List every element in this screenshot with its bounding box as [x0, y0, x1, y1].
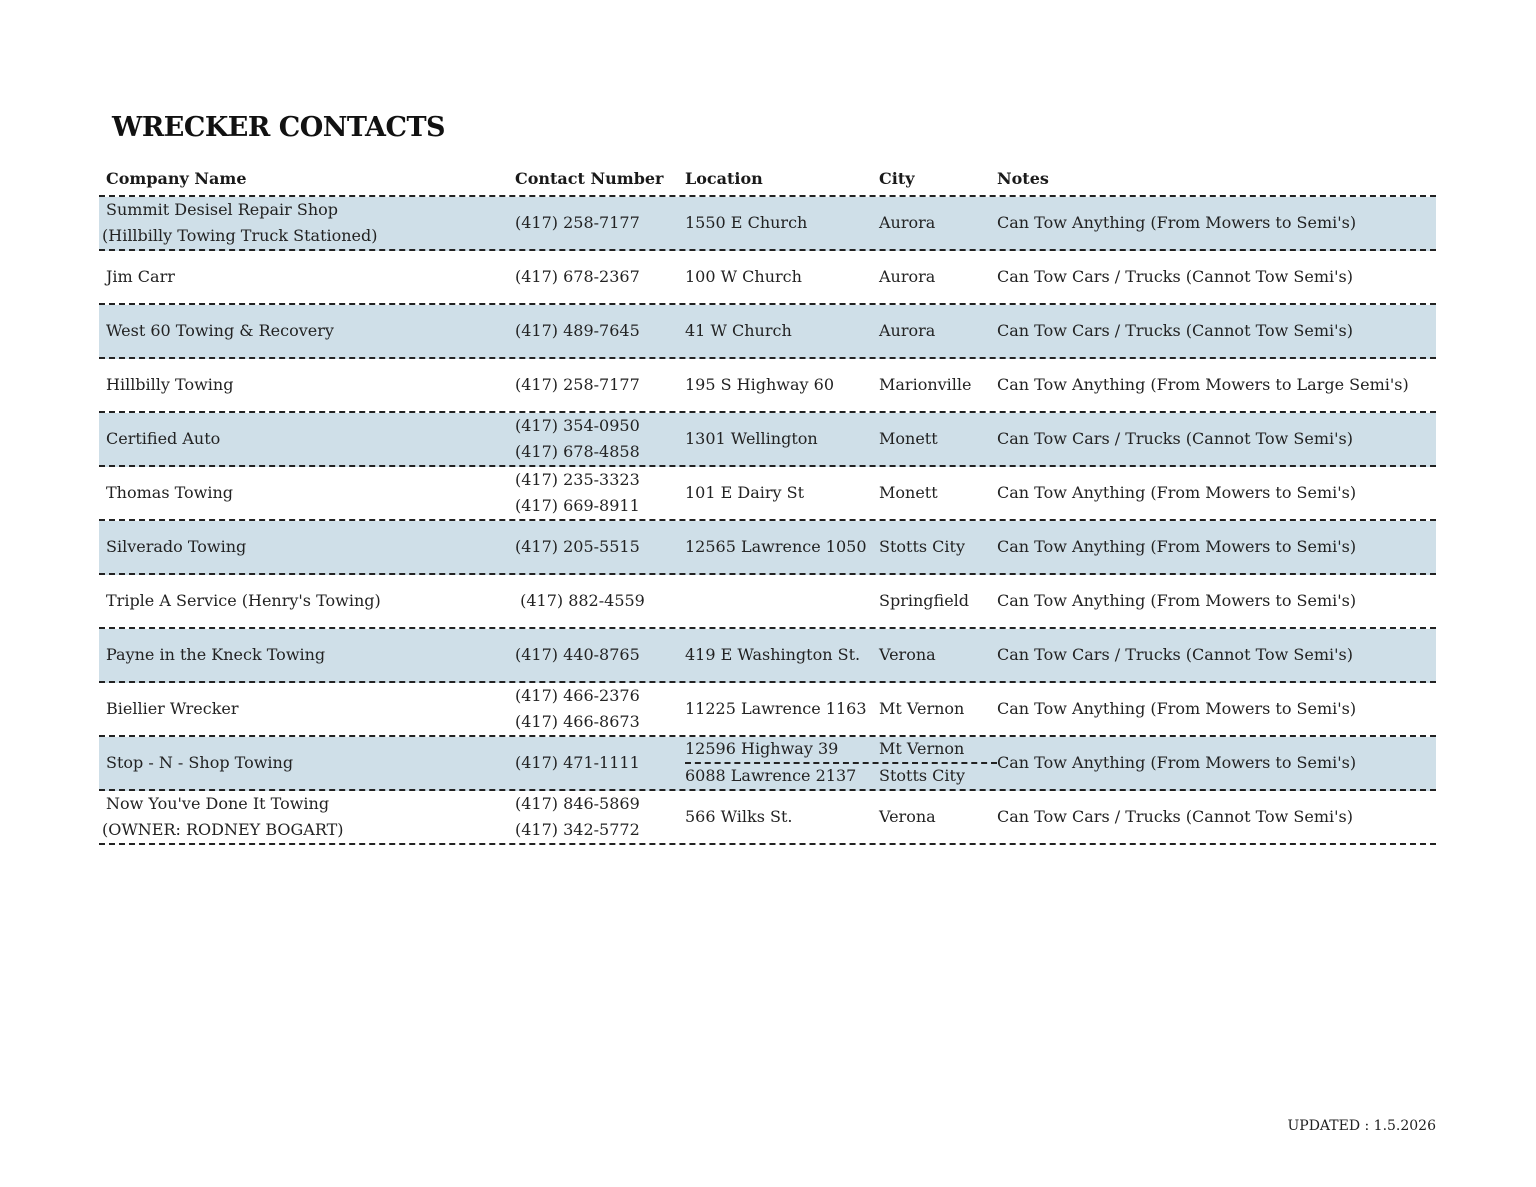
table-row [99, 305, 1436, 359]
location: 6088 Lawrence 2137 [685, 766, 857, 786]
contact-number: (417) 882-4559 [515, 591, 645, 610]
table-row [99, 521, 1436, 575]
location: 419 E Washington St. [685, 645, 861, 664]
city: Aurora [879, 321, 936, 340]
city: Mt Vernon [879, 739, 965, 759]
location: 101 E Dairy St [685, 483, 805, 502]
city: Monett [879, 429, 938, 448]
table-row [99, 359, 1436, 413]
contact-number: (417) 466-2376 (417) 466-8673 [515, 686, 640, 731]
company-name: Stop - N - Shop Towing [106, 753, 294, 772]
city: Verona [879, 807, 936, 826]
city: Stotts City [879, 537, 966, 556]
notes: Can Tow Anything (From Mowers to Semi's) [997, 591, 1357, 610]
city: Springfield [879, 591, 970, 610]
company-name: Jim Carr [106, 267, 175, 286]
notes: Can Tow Anything (From Mowers to Semi's) [997, 753, 1357, 772]
city: Monett [879, 483, 938, 502]
location: 12565 Lawrence 1050 [685, 537, 867, 556]
header-notes: Notes [997, 168, 1049, 188]
header-contact: Contact Number [515, 168, 664, 188]
location [685, 575, 879, 627]
table-row [99, 683, 1436, 737]
notes: Can Tow Cars / Trucks (Cannot Tow Semi's) [997, 429, 1353, 448]
company-name: Biellier Wrecker [106, 699, 239, 718]
location-city-split [685, 737, 997, 789]
table-row [99, 629, 1436, 683]
notes: Can Tow Cars / Trucks (Cannot Tow Semi's) [997, 321, 1353, 340]
location: 1550 E Church [685, 213, 808, 232]
table-row [99, 791, 1436, 845]
company-name: Certified Auto [106, 429, 221, 448]
updated-date: UPDATED : 1.5.2026 [1287, 1118, 1436, 1134]
notes: Can Tow Cars / Trucks (Cannot Tow Semi's) [997, 645, 1353, 664]
table-row [99, 575, 1436, 629]
location: 11225 Lawrence 1163 [685, 699, 867, 718]
table-header [99, 162, 1436, 197]
notes: Can Tow Anything (From Mowers to Large Semi's) [997, 375, 1409, 394]
city: Aurora [879, 213, 936, 232]
location-line [685, 764, 997, 789]
company-name: Payne in the Kneck Towing [106, 645, 326, 664]
city: Marionville [879, 375, 972, 394]
notes: Can Tow Cars / Trucks (Cannot Tow Semi's) [997, 807, 1353, 826]
company-name: West 60 Towing & Recovery [106, 321, 334, 340]
contact-number: (417) 205-5515 [515, 537, 640, 556]
company-name: Triple A Service (Henry's Towing) [106, 591, 381, 610]
header-city: City [879, 168, 915, 188]
location: 41 W Church [685, 321, 792, 340]
city: Verona [879, 645, 936, 664]
location: 100 W Church [685, 267, 802, 286]
table-row [99, 737, 1436, 791]
page-title: WRECKER CONTACTS [112, 112, 446, 143]
contact-number: (417) 354-0950 (417) 678-4858 [515, 416, 640, 461]
table-row [99, 467, 1436, 521]
location: 1301 Wellington [685, 429, 818, 448]
contact-number: (417) 471-1111 [515, 753, 640, 772]
contact-number: (417) 258-7177 [515, 375, 640, 394]
city: Aurora [879, 267, 936, 286]
company-name: Summit Desisel Repair Shop (Hillbilly Towing Truck Stationed) [102, 200, 378, 245]
header-location: Location [685, 168, 763, 188]
contact-number: (417) 489-7645 [515, 321, 640, 340]
company-name: Thomas Towing [106, 483, 234, 502]
notes: Can Tow Cars / Trucks (Cannot Tow Semi's) [997, 267, 1353, 286]
location-line [685, 737, 997, 764]
notes: Can Tow Anything (From Mowers to Semi's) [997, 699, 1357, 718]
table-row [99, 251, 1436, 305]
table-row [99, 197, 1436, 251]
table-row [99, 413, 1436, 467]
company-name: Hillbilly Towing [106, 375, 234, 394]
contact-number: (417) 235-3323 (417) 669-8911 [515, 470, 640, 515]
city: Mt Vernon [879, 699, 965, 718]
contact-number: (417) 440-8765 [515, 645, 640, 664]
location: 566 Wilks St. [685, 807, 793, 826]
notes: Can Tow Anything (From Mowers to Semi's) [997, 483, 1357, 502]
notes: Can Tow Anything (From Mowers to Semi's) [997, 537, 1357, 556]
company-name: Silverado Towing [106, 537, 247, 556]
company-name: Now You've Done It Towing (OWNER: RODNEY BOGART) [102, 794, 344, 839]
contact-number: (417) 846-5869 (417) 342-5772 [515, 794, 640, 839]
wrecker-contacts-table [99, 162, 1436, 845]
notes: Can Tow Anything (From Mowers to Semi's) [997, 213, 1357, 232]
city: Stotts City [879, 766, 966, 786]
location: 12596 Highway 39 [685, 739, 839, 759]
contact-number: (417) 678-2367 [515, 267, 640, 286]
contact-number: (417) 258-7177 [515, 213, 640, 232]
location: 195 S Highway 60 [685, 375, 835, 394]
header-company: Company Name [106, 168, 247, 188]
